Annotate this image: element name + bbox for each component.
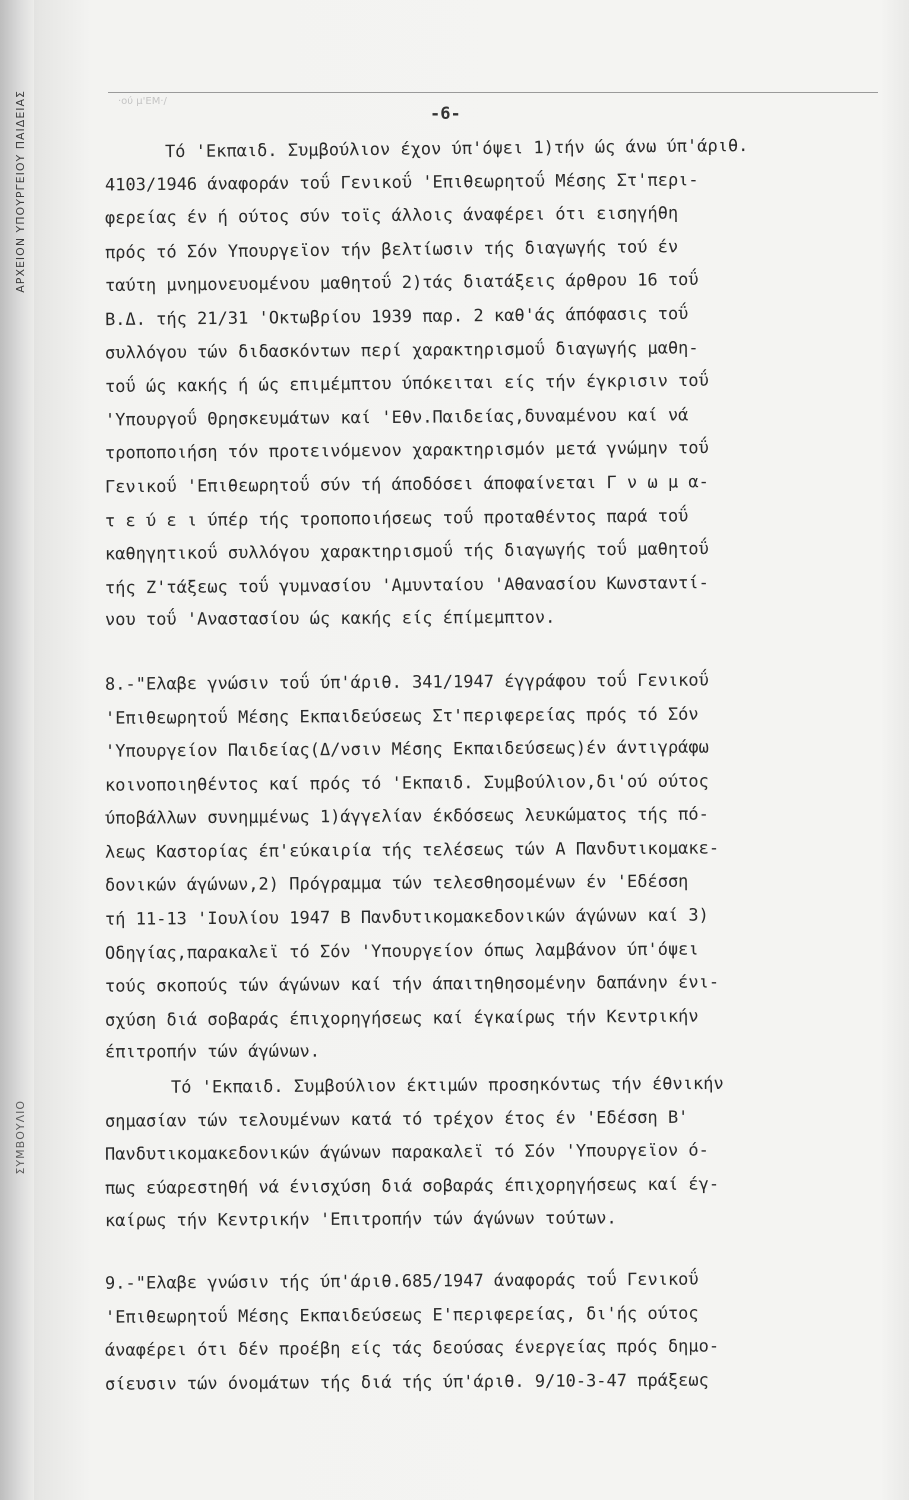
text-line: πως εύαρεστηθή νά ένισχύση διά σοβαράς έπιχορηγήσεως καί έγ- bbox=[104, 1174, 720, 1199]
text-line: Γενικοΰ 'Επιθεωρητοΰ σύν τή άποδόσει άποφαίνεται Γ ν ω μ α- bbox=[104, 472, 709, 498]
paragraph-9 bbox=[105, 1265, 895, 1399]
text-line: 4103/1946 άναφοράν τοΰ Γενικοΰ 'Επιθεωρητοΰ Μέσης Στ'περι- bbox=[104, 169, 699, 196]
header-rule bbox=[108, 92, 878, 93]
text-line: κοινοποιηθέντος καί πρός τό 'Εκπαιδ. Συμβούλιον,δι'ού ούτος bbox=[104, 771, 709, 796]
text-line: άναφέρει ότι δέν προέβη είς τάς δεούσας ένεργείας πρός δημο- bbox=[104, 1336, 720, 1361]
text-line: σχύση διά σοβαράς έπιχορηγήσεως καί έγκαίρως τήν Κεντρικήν bbox=[104, 1006, 699, 1031]
text-line: τή 11-13 'Ιουλίου 1947 Β Πανδυτικομακεδονικών άγώνων καί 3) bbox=[104, 905, 709, 930]
text-line: 'Υπουργείον Παιδείας(Δ/νσιν Μέσης Εκπαιδεύσεως)έν άντιγράφω bbox=[104, 737, 709, 762]
text-line: τούς σκοπούς τών άγώνων καί τήν άπαιτηθησομένην δαπάνην ένι- bbox=[104, 972, 720, 998]
text-line: Β.Δ. τής 21/31 'Οκτωβρίου 1939 παρ. 2 καθ'άς άπόφασις τοΰ bbox=[104, 303, 689, 331]
text-line: λεως Καστορίας έπ'εύκαιρία τής τελέσεως τών Α Πανδυτικομακε- bbox=[104, 838, 720, 863]
text-line: πρός τό Σόν Υπουργεϊον τήν βελτίωσιν τής διαγωγής τού έν bbox=[104, 236, 679, 263]
typed-text-body bbox=[105, 132, 895, 1399]
text-line: έπιτροπήν τών άγώνων. bbox=[104, 1042, 320, 1063]
text-line: καθηγητικοΰ συλλόγου χαρακτηρισμοΰ τής διαγωγής τοΰ μαθητοΰ bbox=[104, 539, 709, 565]
text-line: τοΰ ώς κακής ή ώς επιμέμπτου ύπόκειται είς τήν έγκρισιν τοΰ bbox=[104, 370, 709, 398]
text-line: καίρως τήν Κεντρικήν 'Επιτροπήν τών άγώνων τούτων. bbox=[104, 1208, 617, 1232]
text-line: Τό 'Εκπαιδ. Συμβούλιον έχον ύπ'όψει 1)τήν ώς άνω ύπ'άριθ. bbox=[164, 136, 749, 163]
text-line: τροποποιήση τόν προτεινόμενον χαρακτηρισμόν μετά γνώμην τοΰ bbox=[104, 438, 709, 464]
text-line: σίευσιν τών όνομάτων τής διά τής ύπ'άριθ. 9/10-3-47 πράξεως bbox=[104, 1370, 709, 1395]
text-line: ταύτη μνημονευομένου μαθητοΰ 2)τάς διατάξεις άρθρου 16 τοΰ bbox=[104, 270, 699, 297]
paragraph-8 bbox=[105, 666, 895, 1069]
text-line: Οδηγίας,παρακαλεϊ τό Σόν 'Υπουργείον όπως λαμβάνον ύπ'όψει bbox=[104, 939, 699, 964]
text-line: 8.-"Ελαβε γνώσιν τοΰ ύπ'άριθ. 341/1947 έγγράφου τοΰ Γενικοΰ bbox=[104, 670, 709, 695]
text-line: δονικών άγώνων,2) Πρόγραμμα τών τελεσθησομένων έν 'Εδέσση bbox=[104, 872, 689, 897]
text-line: φερείας έν ή ούτος σύν τοϊς άλλοις άναφέρει ότι εισηγήθη bbox=[104, 203, 679, 229]
text-line: τ ε ύ ε ι ύπέρ τής τροποποιήσεως τοΰ προταθέντος παρά τοΰ bbox=[104, 505, 689, 531]
text-line: 'Υπουργοΰ Θρησκευμάτων καί 'Εθν.Παιδείας,δυναμένου καί νά bbox=[104, 405, 689, 431]
text-line: 9.-"Ελαβε γνώσιν τής ύπ'άριθ.685/1947 άναφοράς τοΰ Γενικοΰ bbox=[104, 1269, 699, 1294]
text-line: συλλόγου τών διδασκόντων περί χαρακτηρισμοΰ διαγωγής μαθη- bbox=[104, 337, 699, 364]
text-line: 'Επιθεωρητοΰ Μέσης Εκπαιδεύσεως Ε'περιφερείας, δι'ής ούτος bbox=[104, 1303, 699, 1328]
text-line: σημασίαν τών τελουμένων κατά τό τρέχον έτος έν 'Εδέσση Β' bbox=[104, 1107, 689, 1132]
text-line: Πανδυτικομακεδονικών άγώνων παρακαλεϊ τό Σόν 'Υπουργεϊον ό- bbox=[104, 1140, 709, 1165]
faint-header-text: ·ού μ'ΕΜ·/ bbox=[118, 96, 167, 107]
page-number: -6- bbox=[430, 104, 461, 124]
text-line: τής Ζ'τάξεως τοΰ γυμνασίου 'Αμυνταίου 'Αθανασίου Κωνσταντί- bbox=[104, 572, 709, 599]
text-line: ύποβάλλων συνημμένως 1)άγγελίαν έκδόσεως λευκώματος τής πό- bbox=[104, 804, 709, 830]
paragraph-spacer bbox=[105, 636, 895, 666]
text-line: νου τοΰ 'Αναστασίου ώς κακής είς έπίμεμπτον. bbox=[104, 608, 556, 631]
text-line: Τό 'Εκπαιδ. Συμβούλιον έκτιμών προσηκόντως τήν έθνικήν bbox=[170, 1073, 724, 1098]
paragraph-8-decision bbox=[105, 1069, 895, 1237]
text-line: 'Επιθεωρητοΰ Μέσης Εκπαιδεύσεως Στ'περιφερείας πρός τό Σόν bbox=[104, 704, 699, 729]
archive-side-stamp: ΑΡΧΕΙΟΝ ΥΠΟΥΡΓΕΙΟΥ ΠΑΙΔΕΙΑΣ bbox=[14, 90, 27, 293]
archive-side-stamp-lower: ΣΥΜΒΟΥΛΙΟ bbox=[14, 1100, 27, 1175]
paragraph-spacer bbox=[105, 1237, 895, 1265]
paragraph-7-continuation bbox=[105, 132, 895, 636]
